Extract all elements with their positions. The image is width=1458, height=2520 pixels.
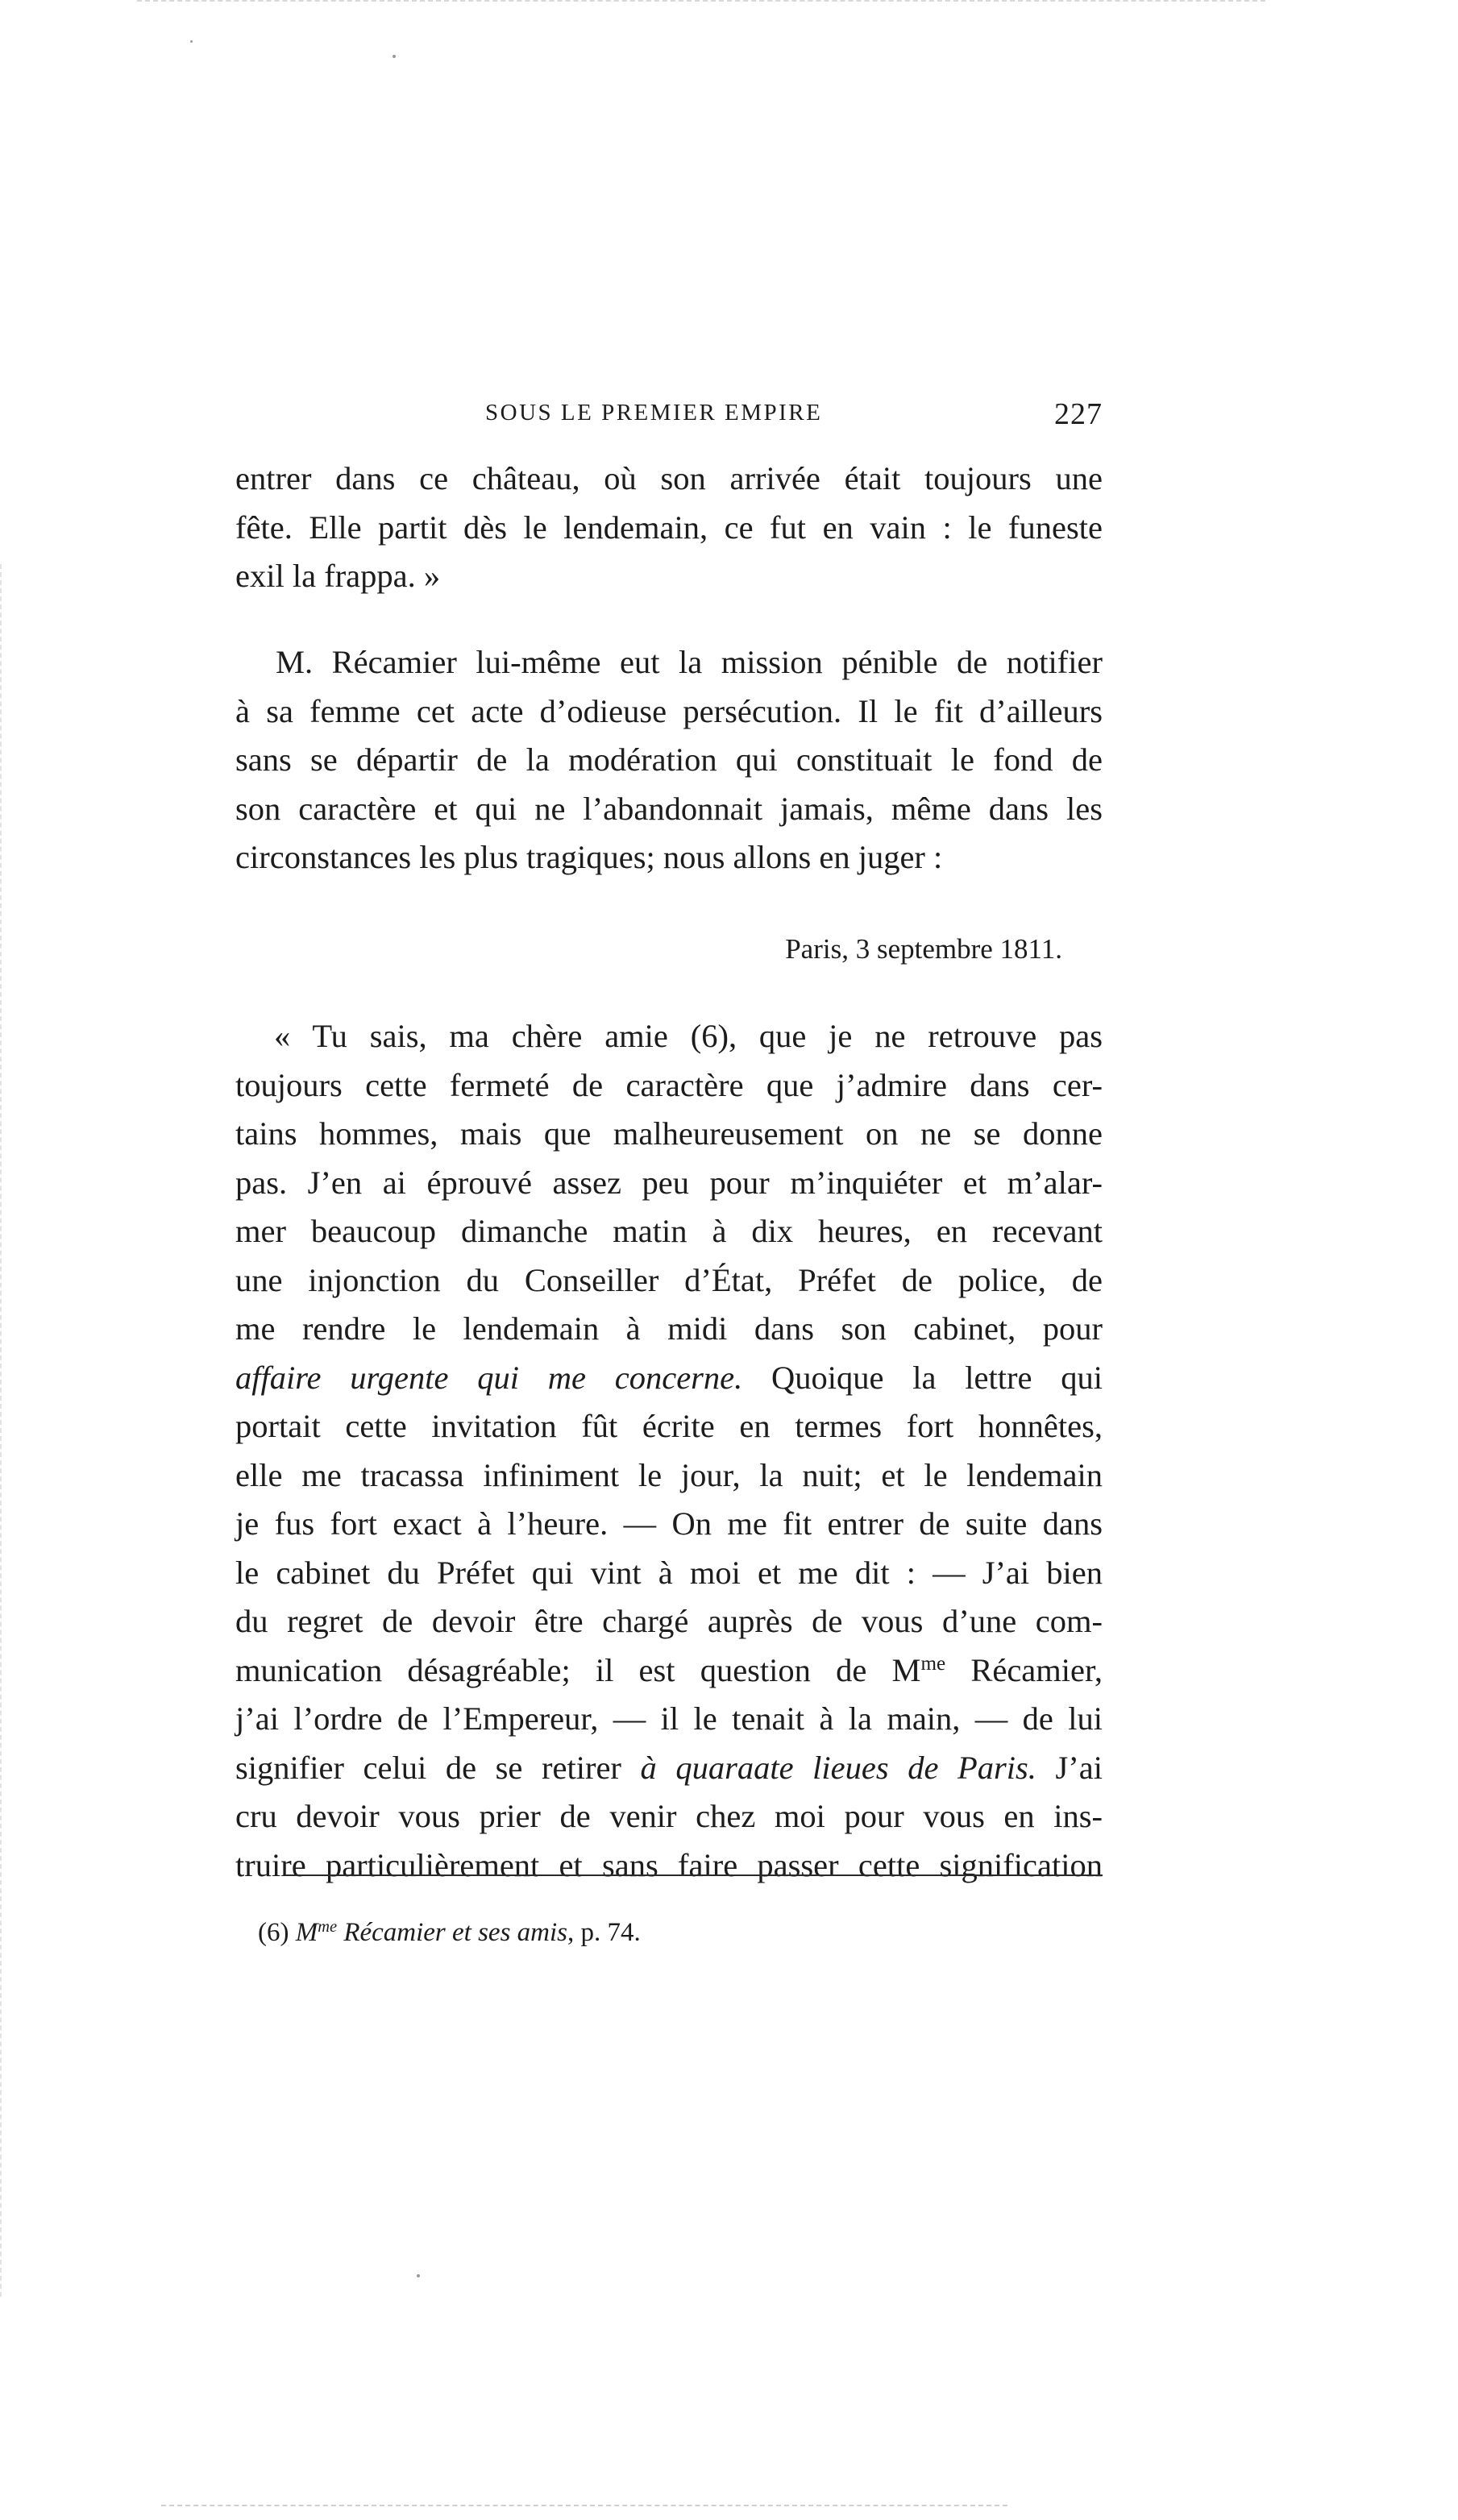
italic-phrase: à quaraate lieues de Paris. [640,1749,1036,1786]
paragraph-continuation [235,455,1103,601]
text-line: entrer dans ce château, où son arrivée était toujours une [235,460,1103,496]
text-line: exil la frappa. » [235,558,441,594]
footnote-title-text: Récamier et ses amis [337,1918,568,1947]
text-fragment: Quoique la lettre qui [742,1359,1103,1396]
text-line: sans se départir de la modération qui constituait le fond de [235,741,1103,778]
text-line: toujours cette fermeté de caractère que j’admire dans cer- [235,1066,1103,1103]
footnote-marker: (6) [258,1918,296,1947]
scan-edge-left [0,564,3,2297]
superscript: me [920,1652,946,1675]
text-line: cru devoir vous prier de venir chez moi pour vous en ins- [235,1798,1103,1834]
text-line: elle me tracassa infiniment le jour, la nuit; et le lendemain [235,1456,1103,1493]
footnote-title-text: M [295,1918,318,1947]
letter-dateline: Paris, 3 septembre 1811. [785,933,1062,965]
scan-speck [417,2274,420,2277]
superscript: me [318,1917,338,1936]
text-line: du regret de devoir être chargé auprès de vous d’une com- [235,1603,1103,1639]
page-number: 227 [1054,397,1103,431]
text-fragment: munication désagréable; il est question de M [235,1651,921,1688]
text-line [235,1646,1103,1696]
footnote-divider [285,1874,1103,1876]
text-line: tains hommes, mais que malheureusement on ne se donne [235,1115,1103,1152]
text-line: « Tu sais, ma chère amie (6), que je ne retrouve pas [274,1018,1103,1054]
text-line: à sa femme cet acte d’odieuse persécution. Il le fit d’ailleurs [235,692,1103,729]
letter-body [235,1012,1103,1890]
text-fragment: signifier celui de se retirer [235,1749,641,1786]
running-header [235,396,1103,437]
scan-speck [190,40,193,43]
text-line: truire particulièrement et sans faire passer cette signification [235,1846,1103,1883]
text-line: mer beaucoup dimanche matin à dix heures, en recevant [235,1213,1103,1249]
text-line: une injonction du Conseiller d’État, Préfet de police, de [235,1261,1103,1298]
paragraph-recamier [235,638,1103,882]
footnote-title [296,1918,567,1947]
text-line: me rendre le lendemain à midi dans son cabinet, pour [235,1310,1103,1347]
text-line: pas. J’en ai éprouvé assez peu pour m’inquiéter et m’alar- [235,1164,1103,1201]
text-line: son caractère et qui ne l’abandonnait jamais, même dans les [235,790,1103,827]
text-line: le cabinet du Préfet qui vint à moi et me dit : — J’ai bien [235,1554,1103,1591]
footnote [258,1918,641,1948]
italic-phrase: affaire urgente qui me concerne. [235,1359,743,1396]
text-line: portait cette invitation fût écrite en termes fort honnêtes, [235,1408,1103,1444]
running-title: SOUS LE PREMIER EMPIRE [485,400,823,426]
text-line: circonstances les plus tragiques; nous allons en juger : [235,839,943,875]
text-fragment: Récamier, [945,1651,1103,1688]
text-fragment: J’ai [1036,1749,1103,1786]
text-line [235,1744,1103,1793]
text-line: je fus fort exact à l’heure. — On me fit entrer de suite dans [235,1505,1103,1542]
text-line [235,1354,1103,1403]
scan-edge-bottom [161,2505,1007,2508]
scan-edge-top [137,0,1265,3]
text-line: M. Récamier lui-même eut la mission pénible de notifier [276,644,1103,680]
scan-speck [393,55,396,58]
footnote-page-ref: , p. 74. [567,1918,641,1947]
text-line: fête. Elle partit dès le lendemain, ce fut en vain : le funeste [235,509,1103,546]
text-line: j’ai l’ordre de l’Empereur, — il le tenait à la main, — de lui [235,1700,1103,1737]
